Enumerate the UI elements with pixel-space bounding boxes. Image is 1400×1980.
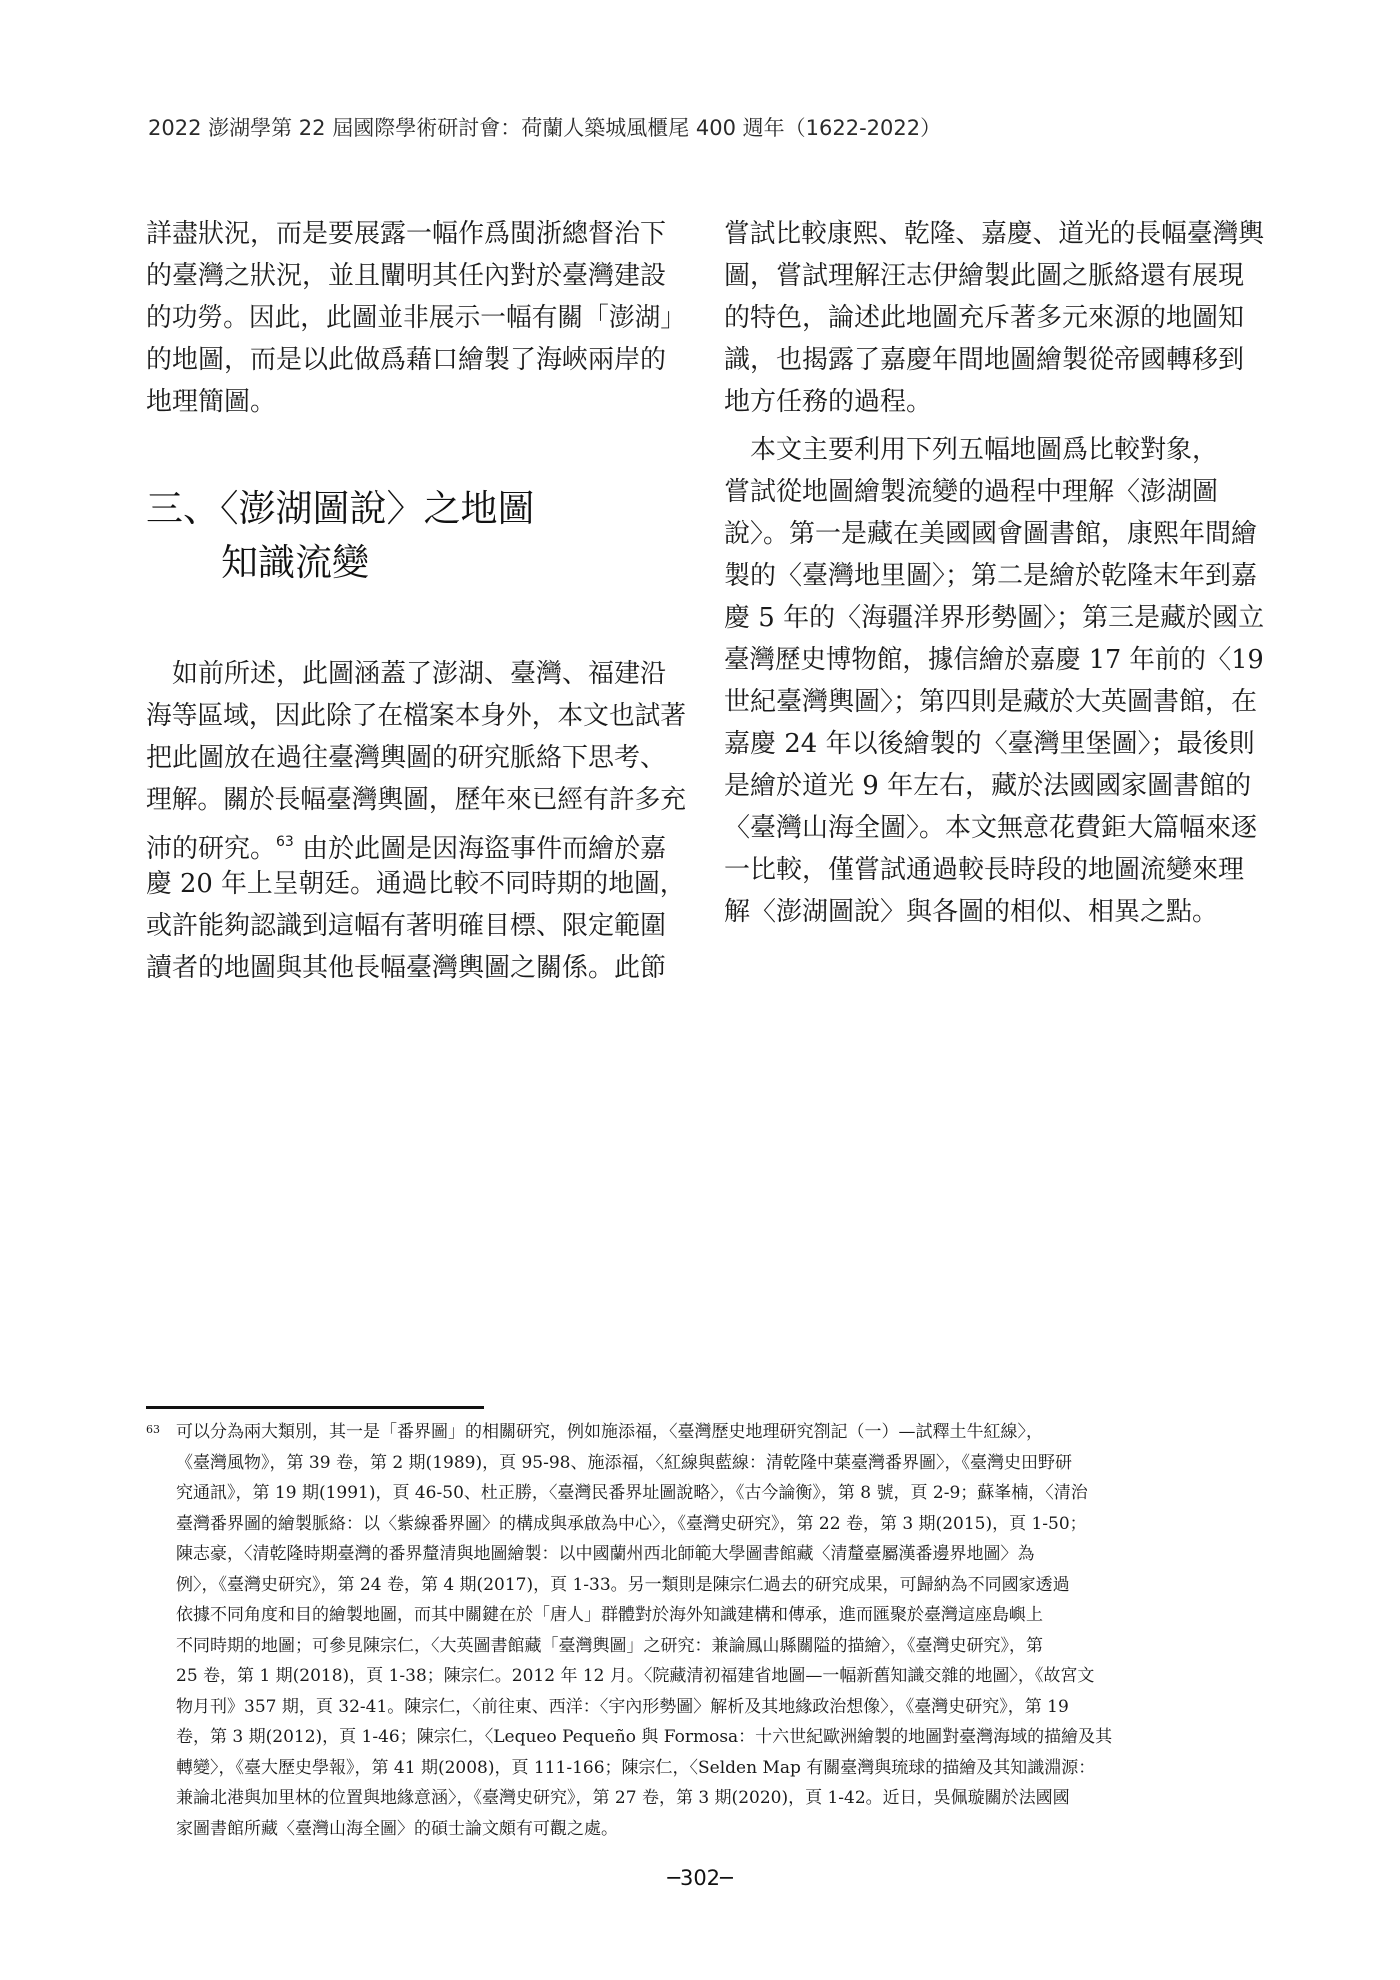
text-segment: 由於此圖是因海盜事件而繪於嘉: [293, 834, 667, 864]
footnote-63: [146, 1417, 1276, 1844]
footnote-line: 不同時期的地圖；可參見陳宗仁，〈大英圖書館藏「臺灣輿圖」之研究：兼論鳳山縣關隘的描繪〉，《臺灣史研究》，第: [176, 1635, 1043, 1656]
left-paragraph-1: [146, 213, 686, 423]
section-heading-line-2: 知識流變: [221, 541, 369, 584]
text-line: 本文主要利用下列五幅地圖爲比較對象，: [724, 435, 1219, 465]
footnote-line: 臺灣番界圖的繪製脈絡：以〈紫線番界圖〉的構成與承啟為中心〉，《臺灣史研究》，第 22 卷，第 3 期(2015)，頁 1-50；: [176, 1513, 1087, 1534]
running-header: 2022 澎湖學第 22 屆國際學術研討會：荷蘭人築城風櫃尾 400 週年（1622-2022）: [148, 116, 942, 140]
footnote-line: 兼論北港與加里林的位置與地緣意涵〉，《臺灣史研究》，第 27 卷，第 3 期(2020)，頁 1-42。近日，吳佩璇關於法國國: [176, 1788, 1070, 1808]
footnote-number: 63: [146, 1423, 160, 1436]
text-line: 嘉慶 24 年以後繪製的〈臺灣里堡圖〉；最後則: [724, 729, 1255, 759]
text-line: 或許能夠認識到這幅有著明確目標、限定範圍: [146, 911, 667, 941]
text-line: 解〈澎湖圖說〉與各圖的相似、相異之點。: [724, 897, 1219, 927]
text-line: 如前所述，此圖涵蓋了澎湖、臺灣、福建沿: [146, 659, 667, 689]
text-line: 一比較，僅嘗試通過較長時段的地圖流變來理: [724, 855, 1245, 885]
left-paragraph-2: [146, 653, 686, 989]
footnote-line: 轉變〉，《臺大歷史學報》，第 41 期(2008)，頁 111-166；陳宗仁，〈Selden Map 有關臺灣與琉球的描繪及其知識淵源：: [176, 1757, 1096, 1778]
text-line: 的特色，論述此地圖充斥著多元來源的地圖知: [724, 303, 1245, 333]
footnote-line: 究通訊》，第 19 期(1991)，頁 46-50、杜正勝，〈臺灣民番界址圖說略〉，《古今論衡》，第 8 號，頁 2-9；蘇峯楠，〈清治: [176, 1483, 1088, 1503]
text-line: 說〉。第一是藏在美國國會圖書館，康熙年間繪: [724, 519, 1258, 549]
footnote-separator: [146, 1406, 484, 1409]
footnote-line: 依據不同角度和目的繪製地圖，而其中關鍵在於「唐人」群體對於海外知識建構和傳承，進而匯聚於臺灣這座島嶼上: [176, 1605, 1043, 1625]
text-line: 圖，嘗試理解汪志伊繪製此圖之脈絡還有展現: [724, 261, 1245, 291]
text-line: 〈臺灣山海全圖〉。本文無意花費鉅大篇幅來逐: [724, 813, 1258, 843]
footnote-line: 可以分為兩大類別，其一是「番界圖」的相關研究，例如施添福，〈臺灣歷史地理研究劄記（一）—試釋土牛紅線〉，: [176, 1422, 1043, 1442]
text-line: 製的〈臺灣地里圖〉；第二是繪於乾隆末年到嘉: [724, 561, 1258, 591]
right-paragraph-1: [724, 213, 1264, 423]
text-line: 地方任務的過程。: [724, 387, 933, 417]
footnote-line: 家圖書館所藏〈臺灣山海全圖〉的碩士論文頗有可觀之處。: [176, 1818, 618, 1839]
text-line: 的臺灣之狀況，並且闡明其任內對於臺灣建設: [146, 261, 667, 291]
page-number: ─302─: [667, 1866, 733, 1890]
section-heading-line-1: 三、〈澎湖圖說〉之地圖: [146, 487, 535, 530]
text-line: 慶 5 年的〈海疆洋界形勢圖〉；第三是藏於國立: [724, 603, 1265, 633]
section-heading: [146, 482, 535, 590]
text-line-with-footnote: [146, 821, 686, 863]
footnote-line: 《臺灣風物》，第 39 卷，第 2 期(1989)，頁 95-98、施添福，〈紅線與藍線：清乾隆中葉臺灣番界圖〉，《臺灣史田野研: [176, 1452, 1073, 1473]
footnote-reference[interactable]: 63: [276, 834, 294, 850]
text-line: 的功勞。因此，此圖並非展示一幅有關「澎湖」: [146, 303, 687, 333]
text-line: 是繪於道光 9 年左右，藏於法國國家圖書館的: [724, 771, 1252, 801]
footnote-line: 卷，第 3 期(2012)，頁 1-46；陳宗仁，〈Lequeo Pequeño 與 Formosa：十六世紀歐洲繪製的地圖對臺灣海域的描繪及其: [176, 1727, 1113, 1747]
text-line: 地理簡圖。: [146, 387, 277, 417]
text-line: 慶 20 年上呈朝廷。通過比較不同時期的地圖，: [146, 869, 686, 899]
text-line: 詳盡狀況，而是要展露一幅作爲閩浙總督治下: [146, 219, 667, 249]
text-line: 識，也揭露了嘉慶年間地圖繪製從帝國轉移到: [724, 345, 1245, 375]
right-paragraph-2: [724, 429, 1264, 933]
text-line: 海等區域，因此除了在檔案本身外，本文也試著: [146, 701, 687, 731]
footnote-line: 例〉，《臺灣史研究》，第 24 卷，第 4 期(2017)，頁 1-33。另一類則是陳宗仁過去的研究成果，可歸納為不同國家透過: [176, 1574, 1070, 1595]
text-line: 嘗試比較康熙、乾隆、嘉慶、道光的長幅臺灣輿: [724, 219, 1265, 249]
text-line: 理解。關於長幅臺灣輿圖，歷年來已經有許多充: [146, 785, 687, 815]
footnote-line: 25 卷，第 1 期(2018)，頁 1-38；陳宗仁。2012 年 12 月。〈院藏清初福建省地圖—一幅新舊知識交雜的地圖〉，《故宮文: [176, 1666, 1095, 1686]
text-line: 讀者的地圖與其他長幅臺灣輿圖之關係。此節: [146, 953, 667, 983]
text-line: 把此圖放在過往臺灣輿圖的研究脈絡下思考、: [146, 743, 667, 773]
text-segment: 沛的研究。: [146, 834, 277, 864]
footnote-line: 物月刊》357 期，頁 32-41。陳宗仁，〈前往東、西洋：〈宇內形勢圖〉解析及其地緣政治想像〉，《臺灣史研究》，第 19: [176, 1696, 1069, 1717]
text-line: 的地圖，而是以此做爲藉口繪製了海峽兩岸的: [146, 345, 667, 375]
footnote-line: 陳志豪，〈清乾隆時期臺灣的番界釐清與地圖繪製：以中國蘭州西北師範大學圖書館藏〈清釐臺屬漢番邊界地圖〉為: [176, 1544, 1035, 1564]
text-line: 世紀臺灣輿圖〉；第四則是藏於大英圖書館，在: [724, 687, 1258, 717]
text-line: 嘗試從地圖繪製流變的過程中理解〈澎湖圖: [724, 477, 1219, 507]
text-line: 臺灣歷史博物館，據信繪於嘉慶 17 年前的〈19: [724, 645, 1264, 675]
